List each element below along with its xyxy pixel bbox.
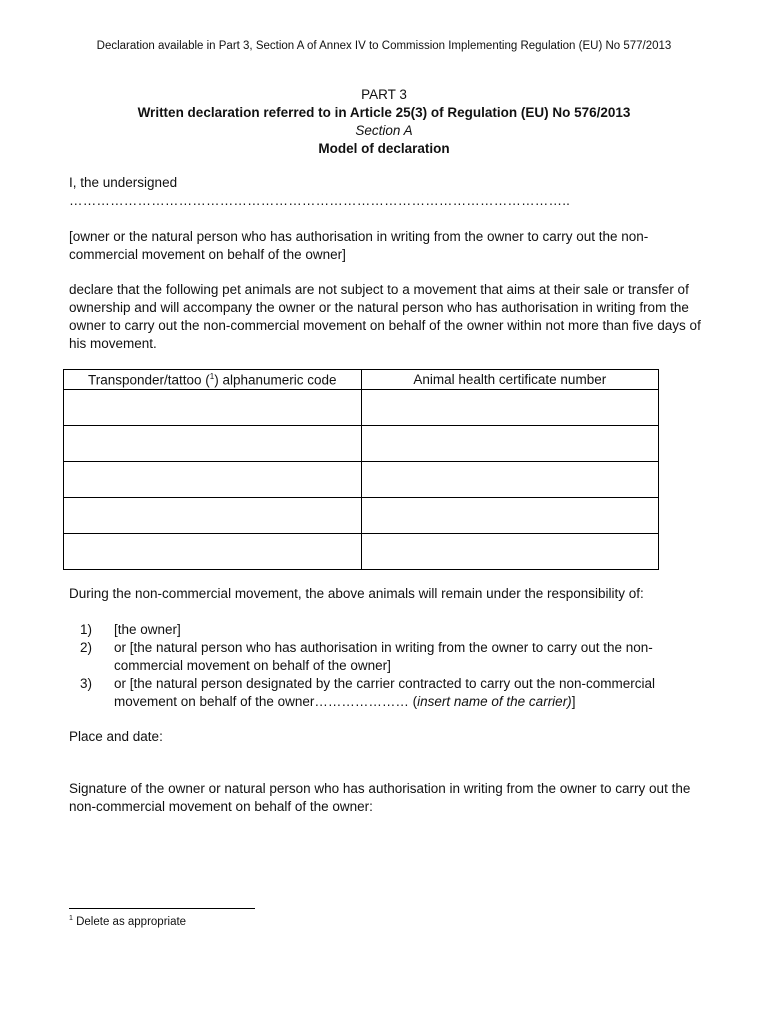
certificate-cell[interactable] [361,390,658,426]
undersigned-block [69,174,701,210]
list-number: 3) [80,676,93,691]
transponder-column-header: Transponder/tattoo ($^1$) alphanumeric code [64,370,362,390]
certificate-cell[interactable] [361,534,658,570]
footnote-divider [69,908,255,909]
footnote-ref: 1 [209,371,215,381]
list-text: or [the natural person who has authorisation in writing from the owner to carry out the non-commercial movement on behalf of the owner] [114,640,653,673]
list-number: 1) [80,622,93,637]
list-item [69,639,701,675]
signature-label: Signature of the owner or natural person who has authorisation in writing from the owner to carry out the non-commercial movement on behalf of the owner: [69,781,691,814]
table-row [64,498,659,534]
table-row [64,426,659,462]
animals-table [63,369,659,570]
footnote-text: Delete as appropriate [76,915,187,928]
list-text-italic: insert name of the carrier) [417,694,572,709]
table-row [64,390,659,426]
header-note: Declaration available in Part 3, Section A of Annex IV to Commission Implementing Regulation (EU) No 577/2013 [96,40,672,52]
part-title: PART 3 [361,87,407,102]
table-header-row [64,370,659,390]
list-text: [the owner] [114,622,181,637]
transponder-cell[interactable] [64,390,362,426]
list-text-end: ] [571,694,576,709]
list-number: 2) [80,640,93,655]
certificate-cell[interactable] [361,498,658,534]
list-text: or [the natural person designated by the carrier contracted to carry out the non-commercial movement on behalf of the owner………………… ( [114,676,656,709]
title-block [0,86,768,158]
undersigned-role: [owner or the natural person who has authorisation in writing from the owner to carry out the non-commercial movement on behalf of the owner] [69,229,649,262]
certificate-cell[interactable] [361,426,658,462]
transponder-cell[interactable] [64,498,362,534]
transponder-cell[interactable] [64,534,362,570]
certificate-cell[interactable] [361,462,658,498]
table-row [64,534,659,570]
place-date-label: Place and date: [69,729,163,744]
transponder-cell[interactable] [64,426,362,462]
certificate-column-header: Animal health certificate number [361,370,658,390]
footnote [69,915,186,928]
responsibility-intro: During the non-commercial movement, the above animals will remain under the responsibility of: [69,586,644,601]
section-title: Section A [355,123,413,138]
undersigned-label: I, the undersigned [69,175,178,190]
undersigned-name-line: ……………………………………………………………………………………………….. [69,193,571,208]
model-title: Model of declaration [318,141,450,156]
declare-paragraph: declare that the following pet animals are not subject to a movement that aims at their sale or transfer of ownership and will accompany the owner or the natural person who has authorisation in writing from the owner to carry out the non-commercial movement on behalf of the owner within not more than five days of his movement. [69,282,701,351]
responsibility-list [69,621,701,711]
list-item [69,621,701,639]
list-item [69,675,701,711]
declaration-title: Written declaration referred to in Article 25(3) of Regulation (EU) No 576/2013 [137,105,631,120]
footnote-number: 1 [69,915,73,922]
transponder-cell[interactable] [64,462,362,498]
table-row [64,462,659,498]
